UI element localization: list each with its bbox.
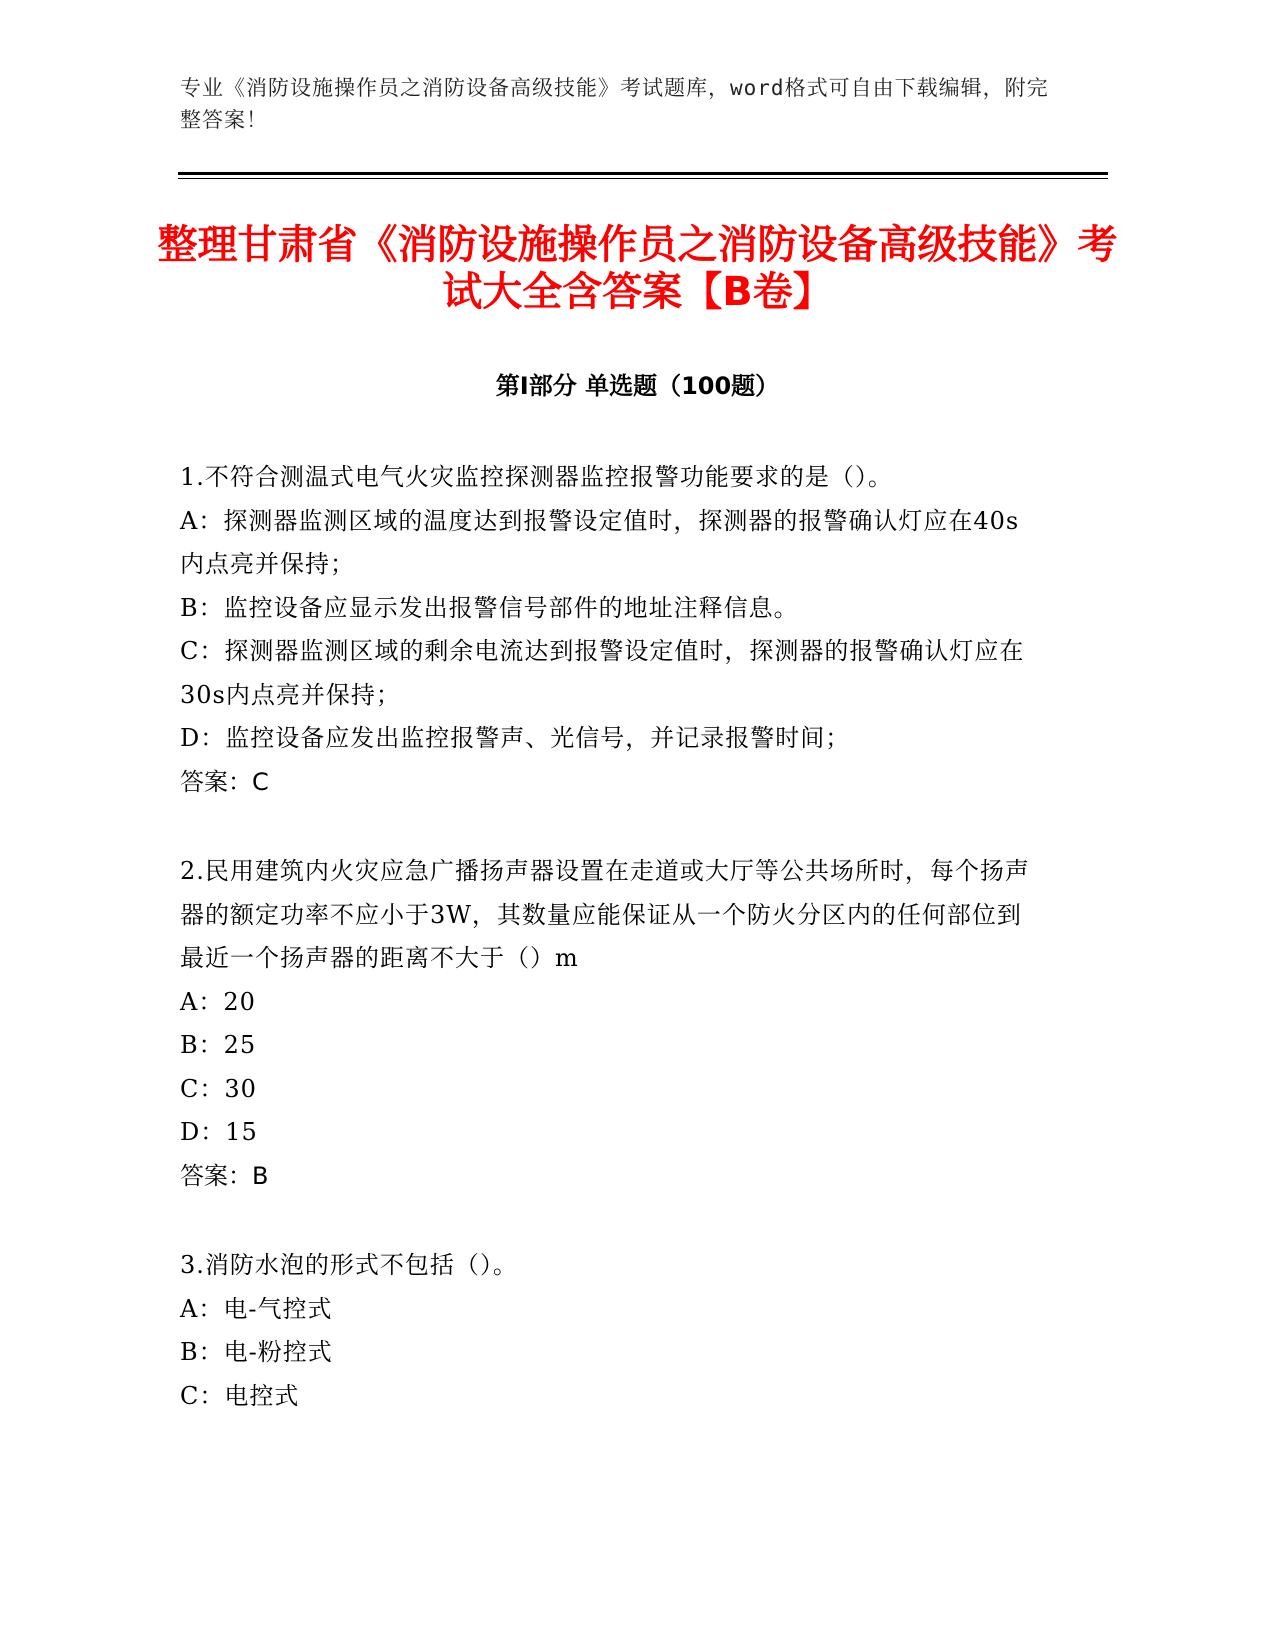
option-c: C：电控式	[180, 1381, 300, 1410]
option-a: A：20	[180, 987, 256, 1016]
option-b: B：监控设备应显示发出报警信号部件的地址注释信息。	[180, 593, 799, 622]
document-title: 整理甘肃省《消防设施操作员之消防设备高级技能》考试大全含答案【B卷】	[157, 222, 1118, 315]
option-a: A：电-气控式	[180, 1294, 333, 1323]
question-1	[180, 456, 1040, 804]
option-d: D：监控设备应发出监控报警声、光信号，并记录报警时间；	[180, 724, 851, 752]
question-2	[180, 850, 1040, 1198]
answer: 答案：C	[180, 767, 269, 796]
option-c: C：30	[180, 1074, 257, 1103]
header-note: 专业《消防设施操作员之消防设备高级技能》考试题库，word格式可自由下载编辑，附完整答案！	[180, 76, 1049, 132]
answer: 答案：B	[180, 1161, 269, 1190]
header-divider-thick	[178, 172, 1108, 175]
option-d: D：15	[180, 1118, 258, 1146]
question-text: 2.民用建筑内火灾应急广播扬声器设置在走道或大厅等公共场所时，每个扬声器的额定功率不应小于3W，其数量应能保证从一个防火分区内的任何部位到最近一个扬声器的距离不大于（）m	[180, 857, 1030, 972]
question-text: 1.不符合测温式电气火灾监控探测器监控报警功能要求的是（）。	[180, 463, 893, 491]
option-b: B：25	[180, 1031, 257, 1059]
header-divider-thin	[178, 178, 1108, 179]
question-list	[180, 456, 1040, 1464]
option-b: B：电-粉控式	[180, 1338, 333, 1366]
question-text: 3.消防水泡的形式不包括（）。	[180, 1251, 518, 1279]
question-3	[180, 1244, 1040, 1418]
section-title: 第I部分 单选题（100题）	[495, 372, 780, 400]
option-a: A：探测器监测区域的温度达到报警设定值时，探测器的报警确认灯应在40s内点亮并保持；	[180, 506, 1020, 578]
option-c: C：探测器监测区域的剩余电流达到报警设定值时，探测器的报警确认灯应在30s内点亮并保持；	[180, 637, 1025, 709]
